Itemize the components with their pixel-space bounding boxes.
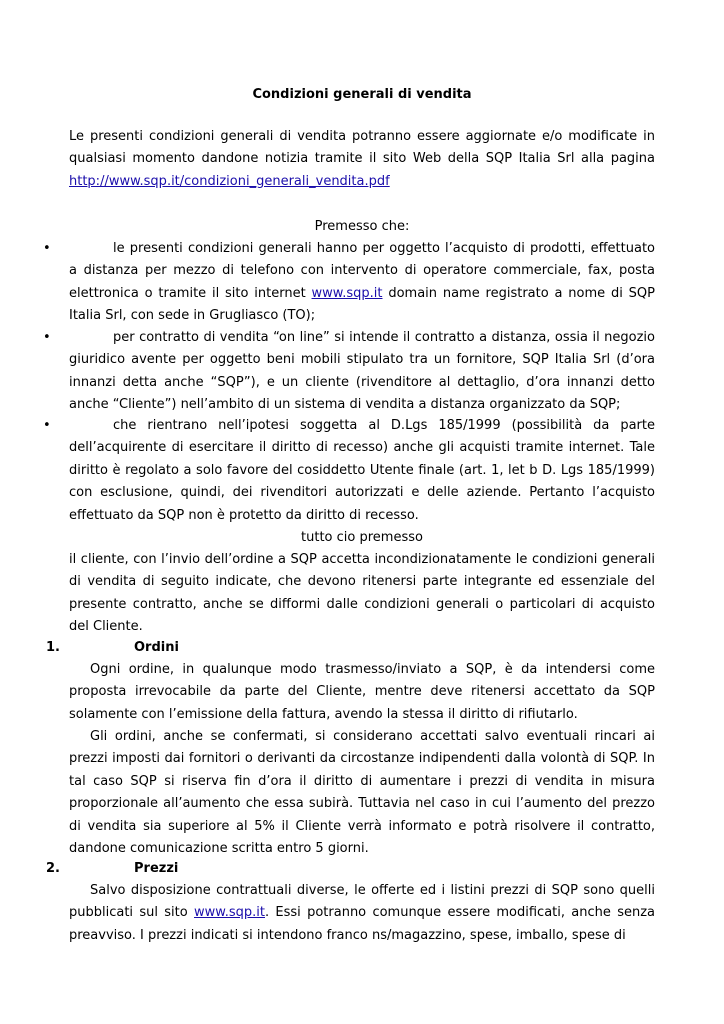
conditions-pdf-link[interactable]: http://www.sqp.it/condizioni_generali_vendita.pdf bbox=[69, 173, 390, 189]
section-2-text: Salvo disposizione contrattuali diverse, le offerte ed i listini prezzi di SQP sono quelli pubblicati sul sito bbox=[69, 883, 655, 921]
section-2-number: 2. bbox=[46, 861, 60, 876]
cliente-paragraph: il cliente, con l’invio dell’ordine a SQP accetta incondizionatamente le condizioni generali di vendita di seguito indicate, che devono ritenersi parte integrante ed essenziale del presente contratto, anche se difformi dalle condizioni generali o particolari di acquisto del Cliente. bbox=[69, 552, 655, 635]
section-1-heading: Ordini bbox=[134, 640, 179, 655]
intro-paragraph bbox=[69, 126, 655, 193]
bullet-icon: • bbox=[43, 330, 51, 345]
bullet-1-text-after: domain name registrato a nome di SQP Italia Srl, con sede in Grugliasco (TO); bbox=[69, 285, 655, 324]
section-2-heading: Prezzi bbox=[134, 861, 179, 876]
bullet-item-1 bbox=[69, 238, 655, 328]
premesso-heading: Premesso che: bbox=[314, 219, 410, 234]
section-2-paragraph bbox=[69, 880, 655, 947]
bullet-icon: • bbox=[43, 241, 51, 256]
bullet-item-2 bbox=[69, 327, 655, 417]
document-title: Condizioni generali di vendita bbox=[252, 87, 472, 102]
section-1-p1-text: Ogni ordine, in qualunque modo trasmesso/inviato a SQP, è da intendersi come proposta irrevocabile da parte del Cliente, mentre deve ritenersi accettato da SQP solamente con l’emissione della fattura, avendo la stessa il diritto di rifiutarlo. bbox=[69, 662, 655, 722]
intro-text: Le presenti condizioni generali di vendita potranno essere aggiornate e/o modificate in qualsiasi momento dandone notizia tramite il sito Web della SQP Italia Srl alla pagina bbox=[69, 129, 655, 167]
section-1-p2-text: Gli ordini, anche se confermati, si considerano accettati salvo eventuali rincari ai prezzi imposti dai fornitori o derivanti da circostanze indipendenti dalla volontà di SQP. In tal caso SQP si riserva fin d’ora il diritto di aumentare i prezzi di vendita in misura proporzionale all’aumento che essa subirà. Tuttavia nel caso in cui l’aumento del prezzo di vendita sia superiore al 5% il Cliente verrà informato e potrà risolvere il contratto, dandone comunicazione scritta entro 5 giorni. bbox=[69, 729, 655, 857]
bullet-1-text: le presenti condizioni generali hanno per oggetto l’acquisto di prodotti, effettuato a distanza per mezzo di telefono con intervento di operatore commerciale, fax, posta elettronica o tramite il sito internet bbox=[69, 241, 655, 301]
section-1-paragraph-1 bbox=[69, 659, 655, 726]
section-1-number: 1. bbox=[46, 640, 60, 655]
section-2-text-after: . Essi potranno comunque essere modificati, anche senza preavviso. I prezzi indicati si intendono franco ns/magazzino, spese, imballo, spese di bbox=[69, 905, 655, 943]
section-1-paragraph-2 bbox=[69, 726, 655, 860]
tutto-cio-premesso: tutto cio premesso bbox=[301, 530, 423, 545]
bullet-3-text: che rientrano nell’ipotesi soggetta al D.Lgs 185/1999 (possibilità da parte dell’acquirente di esercitare il diritto di recesso) anche gli acquisti tramite internet. Tale diritto è regolato a solo favore del cosiddetto Utente finale (art. 1, let b D. Lgs 185/1999) con esclusione, quindi, dei rivenditori autorizzati e delle aziende. Pertanto l’acquisto effettuato da SQP non è protetto da diritto di recesso. bbox=[69, 418, 655, 523]
sqp-website-link-2[interactable]: www.sqp.it bbox=[194, 905, 265, 921]
bullet-icon: • bbox=[43, 418, 51, 433]
bullet-2-text: per contratto di vendita “on line” si intende il contratto a distanza, ossia il negozio giuridico avente per oggetto beni mobili stipulato tra un fornitore, SQP Italia Srl (d’ora innanzi detta anche “SQP”), e un cliente (rivenditore al dettaglio, d’ora innanzi detto anche “Cliente”) nell’ambito di un sistema di vendita a distanza organizzato da SQP; bbox=[69, 330, 655, 413]
bullet-item-3 bbox=[69, 415, 655, 527]
sqp-website-link[interactable]: www.sqp.it bbox=[311, 285, 383, 301]
